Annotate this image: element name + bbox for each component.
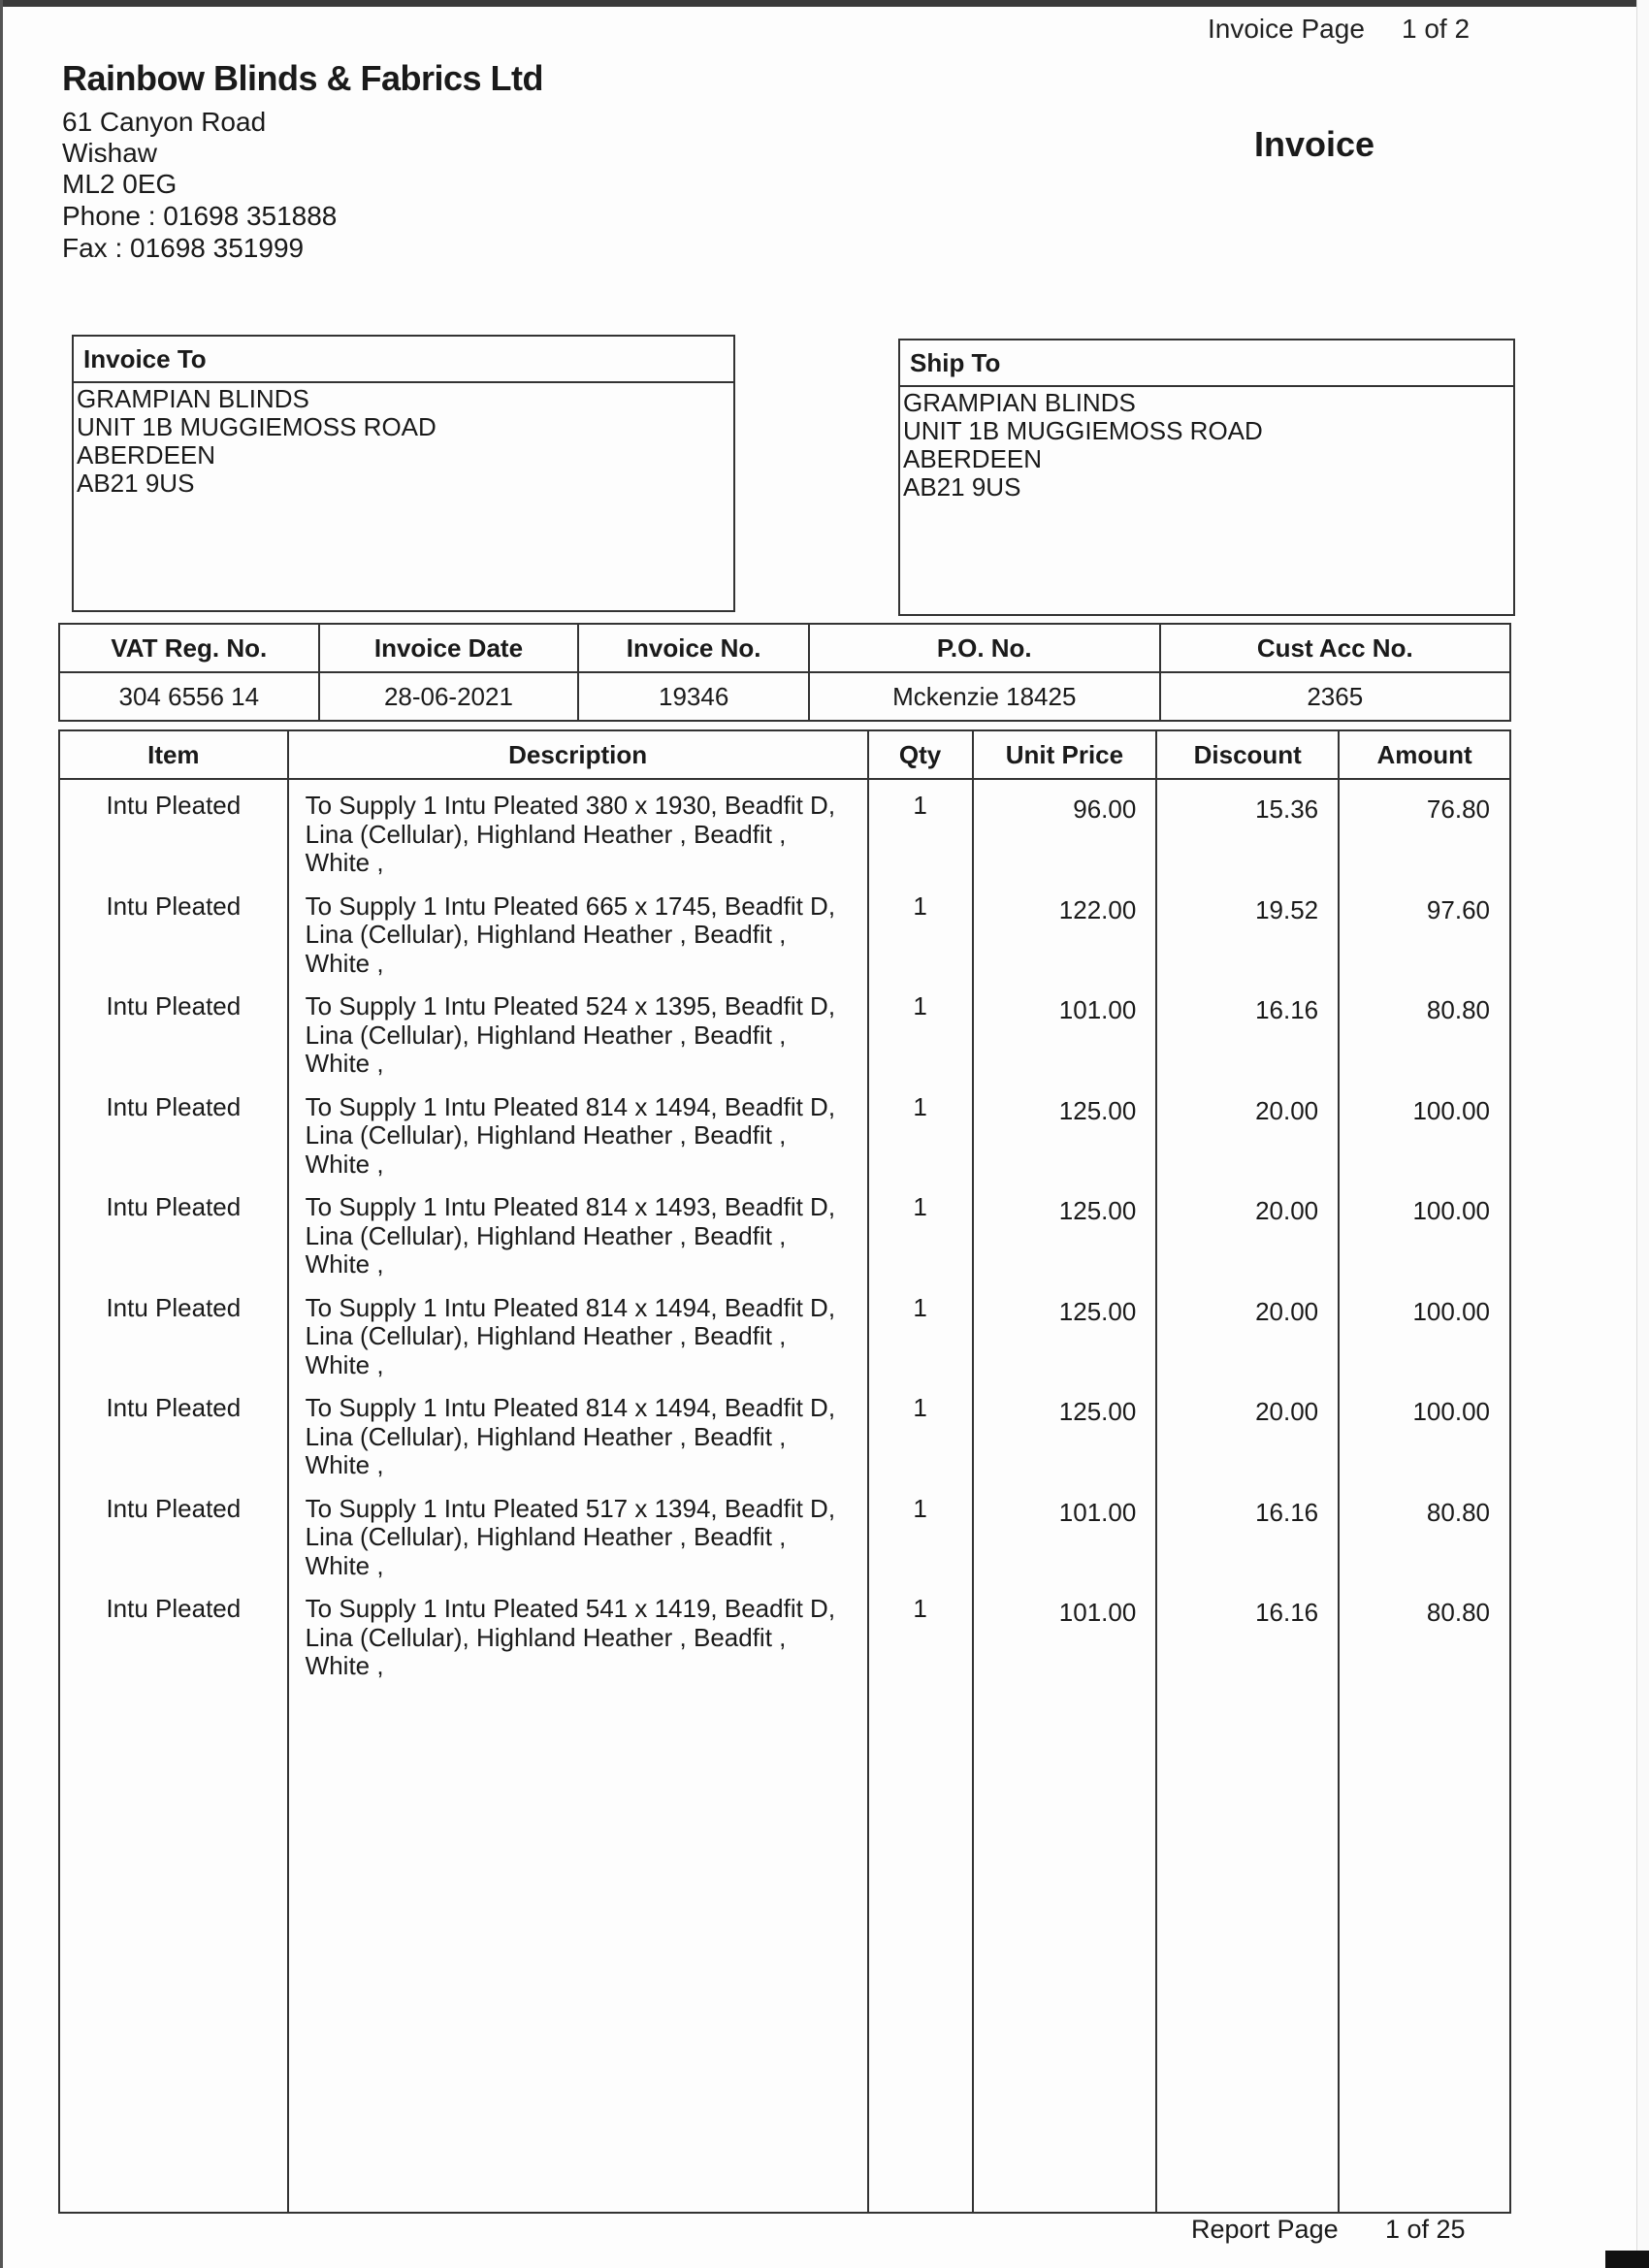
table-row-cell <box>60 981 287 1082</box>
line-unit-price: 101.00 <box>1058 1598 1137 1627</box>
discount-column <box>1156 779 1339 2213</box>
line-description-line: Lina (Cellular), Highland Heather , Beadfit , <box>305 1321 787 1350</box>
line-description-line: To Supply 1 Intu Pleated 541 x 1419, Beadfit D, <box>305 1594 836 1623</box>
table-row-cell <box>869 1182 972 1282</box>
table-row-cell <box>60 881 287 982</box>
line-unit-price: 125.00 <box>1058 1095 1137 1125</box>
table-row-cell <box>1157 1382 1338 1483</box>
table-row-cell <box>974 981 1156 1082</box>
line-discount: 16.16 <box>1255 995 1319 1024</box>
line-qty: 1 <box>913 1594 927 1623</box>
line-description-line: White , <box>305 1450 384 1479</box>
invoice-to-line: ABERDEEN <box>77 440 216 470</box>
line-item-name: Intu Pleated <box>106 891 242 921</box>
line-discount: 20.00 <box>1255 1397 1319 1426</box>
table-row-cell <box>1340 981 1509 1082</box>
table-row-cell <box>289 1282 867 1383</box>
invoice-page-label: Invoice Page <box>1208 14 1365 44</box>
table-row-cell <box>869 981 972 1082</box>
company-address-line: 61 Canyon Road <box>62 107 267 137</box>
line-description-line: To Supply 1 Intu Pleated 814 x 1494, Beadfit D, <box>305 1393 836 1422</box>
table-row-cell <box>869 1483 972 1584</box>
line-item-name: Intu Pleated <box>106 1292 242 1322</box>
line-items-table <box>58 729 1511 2214</box>
table-row-cell <box>869 1583 972 1684</box>
line-description-line: Lina (Cellular), Highland Heather , Beadfit , <box>305 1020 787 1050</box>
invoice-to-address <box>74 383 733 498</box>
table-row-cell <box>1157 1082 1338 1183</box>
line-item-name: Intu Pleated <box>106 1594 242 1623</box>
scan-corner-mark <box>1605 2251 1649 2268</box>
line-description-line: White , <box>305 1249 384 1279</box>
line-description-line: Lina (Cellular), Highland Heather , Beadfit , <box>305 920 787 949</box>
table-row-cell <box>1340 881 1509 982</box>
scan-edge-right <box>1636 0 1649 2268</box>
table-row-cell <box>869 780 972 881</box>
table-row-cell <box>60 1182 287 1282</box>
invoice-page-value: 1 of 2 <box>1402 14 1471 44</box>
amount-column <box>1339 779 1510 2213</box>
table-row-cell <box>289 1382 867 1483</box>
po-no-value: Mckenzie 18425 <box>809 672 1160 721</box>
line-qty: 1 <box>913 791 927 820</box>
table-row-cell <box>974 1483 1156 1584</box>
line-description-line: Lina (Cellular), Highland Heather , Beadfit , <box>305 1421 787 1451</box>
line-amount: 100.00 <box>1412 1095 1490 1125</box>
line-description-line: Lina (Cellular), Highland Heather , Beadfit , <box>305 1120 787 1150</box>
invoice-no-header: Invoice No. <box>578 624 809 672</box>
line-qty: 1 <box>913 1091 927 1121</box>
description-column <box>288 779 868 2213</box>
table-row-cell <box>974 1082 1156 1183</box>
ship-to-heading: Ship To <box>900 340 1513 387</box>
line-description-line: To Supply 1 Intu Pleated 524 x 1395, Beadfit D, <box>305 991 836 1021</box>
line-amount: 80.80 <box>1426 1598 1490 1627</box>
table-row-cell <box>289 1082 867 1183</box>
line-description-line: To Supply 1 Intu Pleated 380 x 1930, Beadfit D, <box>305 791 836 820</box>
line-description-line: To Supply 1 Intu Pleated 814 x 1494, Beadfit D, <box>305 1091 836 1121</box>
line-qty: 1 <box>913 1292 927 1322</box>
invoice-to-heading: Invoice To <box>74 337 733 383</box>
table-row-cell <box>869 1382 972 1483</box>
table-row-cell <box>60 1583 287 1684</box>
table-row-cell <box>869 881 972 982</box>
line-item-name: Intu Pleated <box>106 991 242 1021</box>
line-amount: 80.80 <box>1426 995 1490 1024</box>
company-address-line: ML2 0EG <box>62 169 178 199</box>
line-unit-price: 125.00 <box>1058 1196 1137 1225</box>
table-row-cell <box>1340 1382 1509 1483</box>
table-row-cell <box>1340 1082 1509 1183</box>
line-item-name: Intu Pleated <box>106 1091 242 1121</box>
line-qty: 1 <box>913 1192 927 1221</box>
report-page-value: 1 of 25 <box>1385 2215 1466 2244</box>
unit-price-column <box>973 779 1157 2213</box>
line-description-line: White , <box>305 1651 384 1680</box>
description-column-header: Description <box>288 730 868 779</box>
vat-reg-header: VAT Reg. No. <box>59 624 319 672</box>
table-row-cell <box>974 780 1156 881</box>
line-discount: 20.00 <box>1255 1196 1319 1225</box>
line-item-name: Intu Pleated <box>106 1192 242 1221</box>
line-description-line: Lina (Cellular), Highland Heather , Beadfit , <box>305 1622 787 1652</box>
line-qty: 1 <box>913 991 927 1021</box>
qty-column <box>868 779 973 2213</box>
invoice-to-line: GRAMPIAN BLINDS <box>77 384 309 413</box>
line-unit-price: 125.00 <box>1058 1296 1137 1326</box>
line-unit-price: 125.00 <box>1058 1397 1137 1426</box>
line-item-name: Intu Pleated <box>106 791 242 820</box>
table-row-cell <box>1340 780 1509 881</box>
ship-to-line: GRAMPIAN BLINDS <box>903 388 1136 417</box>
invoice-date-value: 28-06-2021 <box>319 672 579 721</box>
line-description-line: Lina (Cellular), Highland Heather , Beadfit , <box>305 1522 787 1551</box>
line-description-line: To Supply 1 Intu Pleated 814 x 1493, Beadfit D, <box>305 1192 836 1221</box>
line-unit-price: 96.00 <box>1073 794 1137 824</box>
document-title: Invoice <box>1254 124 1375 164</box>
cust-acc-header: Cust Acc No. <box>1160 624 1510 672</box>
table-row-cell <box>974 1583 1156 1684</box>
table-row-cell <box>289 881 867 982</box>
line-items-header-row <box>59 730 1510 779</box>
line-unit-price: 101.00 <box>1058 995 1137 1024</box>
table-row-cell <box>60 1382 287 1483</box>
po-no-header: P.O. No. <box>809 624 1160 672</box>
line-unit-price: 122.00 <box>1058 894 1137 924</box>
line-description-line: White , <box>305 1550 384 1580</box>
line-qty: 1 <box>913 1393 927 1422</box>
line-description-line: White , <box>305 1049 384 1078</box>
table-row-cell <box>289 780 867 881</box>
ship-to-line: AB21 9US <box>903 472 1021 502</box>
table-row-cell <box>289 1483 867 1584</box>
line-discount: 16.16 <box>1255 1598 1319 1627</box>
company-address-line: Wishaw <box>62 138 158 168</box>
table-row-cell <box>1340 1483 1509 1584</box>
invoice-no-value: 19346 <box>578 672 809 721</box>
line-description-line: To Supply 1 Intu Pleated 814 x 1494, Beadfit D, <box>305 1292 836 1322</box>
table-row-cell <box>1157 780 1338 881</box>
cust-acc-value: 2365 <box>1160 672 1510 721</box>
line-amount: 80.80 <box>1426 1497 1490 1527</box>
ship-to-line: UNIT 1B MUGGIEMOSS ROAD <box>903 416 1263 445</box>
info-value-row <box>59 672 1510 721</box>
line-discount: 16.16 <box>1255 1497 1319 1527</box>
line-item-name: Intu Pleated <box>106 1393 242 1422</box>
line-amount: 76.80 <box>1426 794 1490 824</box>
ship-to-address <box>900 387 1513 502</box>
amount-column-header: Amount <box>1339 730 1510 779</box>
table-row-cell <box>289 981 867 1082</box>
ship-to-line: ABERDEEN <box>903 444 1043 473</box>
report-page-indicator <box>1191 2215 1466 2245</box>
report-page-label: Report Page <box>1191 2215 1339 2244</box>
line-discount: 15.36 <box>1255 794 1319 824</box>
line-amount: 100.00 <box>1412 1397 1490 1426</box>
line-description-line: White , <box>305 948 384 978</box>
line-description-line: To Supply 1 Intu Pleated 517 x 1394, Beadfit D, <box>305 1493 836 1523</box>
line-qty: 1 <box>913 891 927 921</box>
table-row-cell <box>1157 1182 1338 1282</box>
line-description-line: Lina (Cellular), Highland Heather , Beadfit , <box>305 1220 787 1250</box>
invoice-date-header: Invoice Date <box>319 624 579 672</box>
table-row-cell <box>1157 981 1338 1082</box>
table-row-cell <box>1157 1583 1338 1684</box>
table-row-cell <box>1157 1282 1338 1383</box>
table-row-cell <box>60 780 287 881</box>
line-discount: 20.00 <box>1255 1095 1319 1125</box>
table-row-cell <box>869 1282 972 1383</box>
line-discount: 19.52 <box>1255 894 1319 924</box>
table-row-cell <box>60 1483 287 1584</box>
invoice-to-box <box>72 335 735 612</box>
line-item-name: Intu Pleated <box>106 1493 242 1523</box>
company-name: Rainbow Blinds & Fabrics Ltd <box>62 58 544 98</box>
item-column <box>59 779 288 2213</box>
line-amount: 100.00 <box>1412 1296 1490 1326</box>
table-row-cell <box>60 1082 287 1183</box>
line-qty: 1 <box>913 1493 927 1523</box>
line-discount: 20.00 <box>1255 1296 1319 1326</box>
line-amount: 100.00 <box>1412 1196 1490 1225</box>
table-row-cell <box>1340 1583 1509 1684</box>
ship-to-box <box>898 339 1515 616</box>
table-row-cell <box>869 1082 972 1183</box>
table-row-cell <box>1157 1483 1338 1584</box>
table-row-cell <box>289 1583 867 1684</box>
line-amount: 97.60 <box>1426 894 1490 924</box>
line-description-line: White , <box>305 1149 384 1179</box>
table-row-cell <box>1340 1182 1509 1282</box>
vat-reg-value: 304 6556 14 <box>59 672 319 721</box>
company-phone: Phone : 01698 351888 <box>62 201 338 231</box>
table-row-cell <box>289 1182 867 1282</box>
discount-column-header: Discount <box>1156 730 1339 779</box>
item-column-header: Item <box>59 730 288 779</box>
line-description-line: White , <box>305 848 384 877</box>
line-items-body <box>59 779 1510 2213</box>
table-row-cell <box>974 1382 1156 1483</box>
scan-edge-left <box>0 0 3 2268</box>
table-row-cell <box>974 1182 1156 1282</box>
line-description-line: White , <box>305 1349 384 1379</box>
table-row-cell <box>974 881 1156 982</box>
invoice-info-table <box>58 623 1511 722</box>
qty-column-header: Qty <box>868 730 973 779</box>
unit-price-column-header: Unit Price <box>973 730 1157 779</box>
table-row-cell <box>1157 881 1338 982</box>
company-fax: Fax : 01698 351999 <box>62 233 305 263</box>
line-description-line: To Supply 1 Intu Pleated 665 x 1745, Beadfit D, <box>305 891 836 921</box>
info-header-row <box>59 624 1510 672</box>
invoice-page-indicator <box>1208 14 1471 58</box>
table-row-cell <box>974 1282 1156 1383</box>
invoice-to-line: AB21 9US <box>77 469 195 498</box>
scan-edge-top <box>0 0 1649 7</box>
table-row-cell <box>60 1282 287 1383</box>
line-unit-price: 101.00 <box>1058 1497 1137 1527</box>
table-row-cell <box>1340 1282 1509 1383</box>
invoice-to-line: UNIT 1B MUGGIEMOSS ROAD <box>77 412 436 441</box>
line-description-line: Lina (Cellular), Highland Heather , Beadfit , <box>305 819 787 849</box>
